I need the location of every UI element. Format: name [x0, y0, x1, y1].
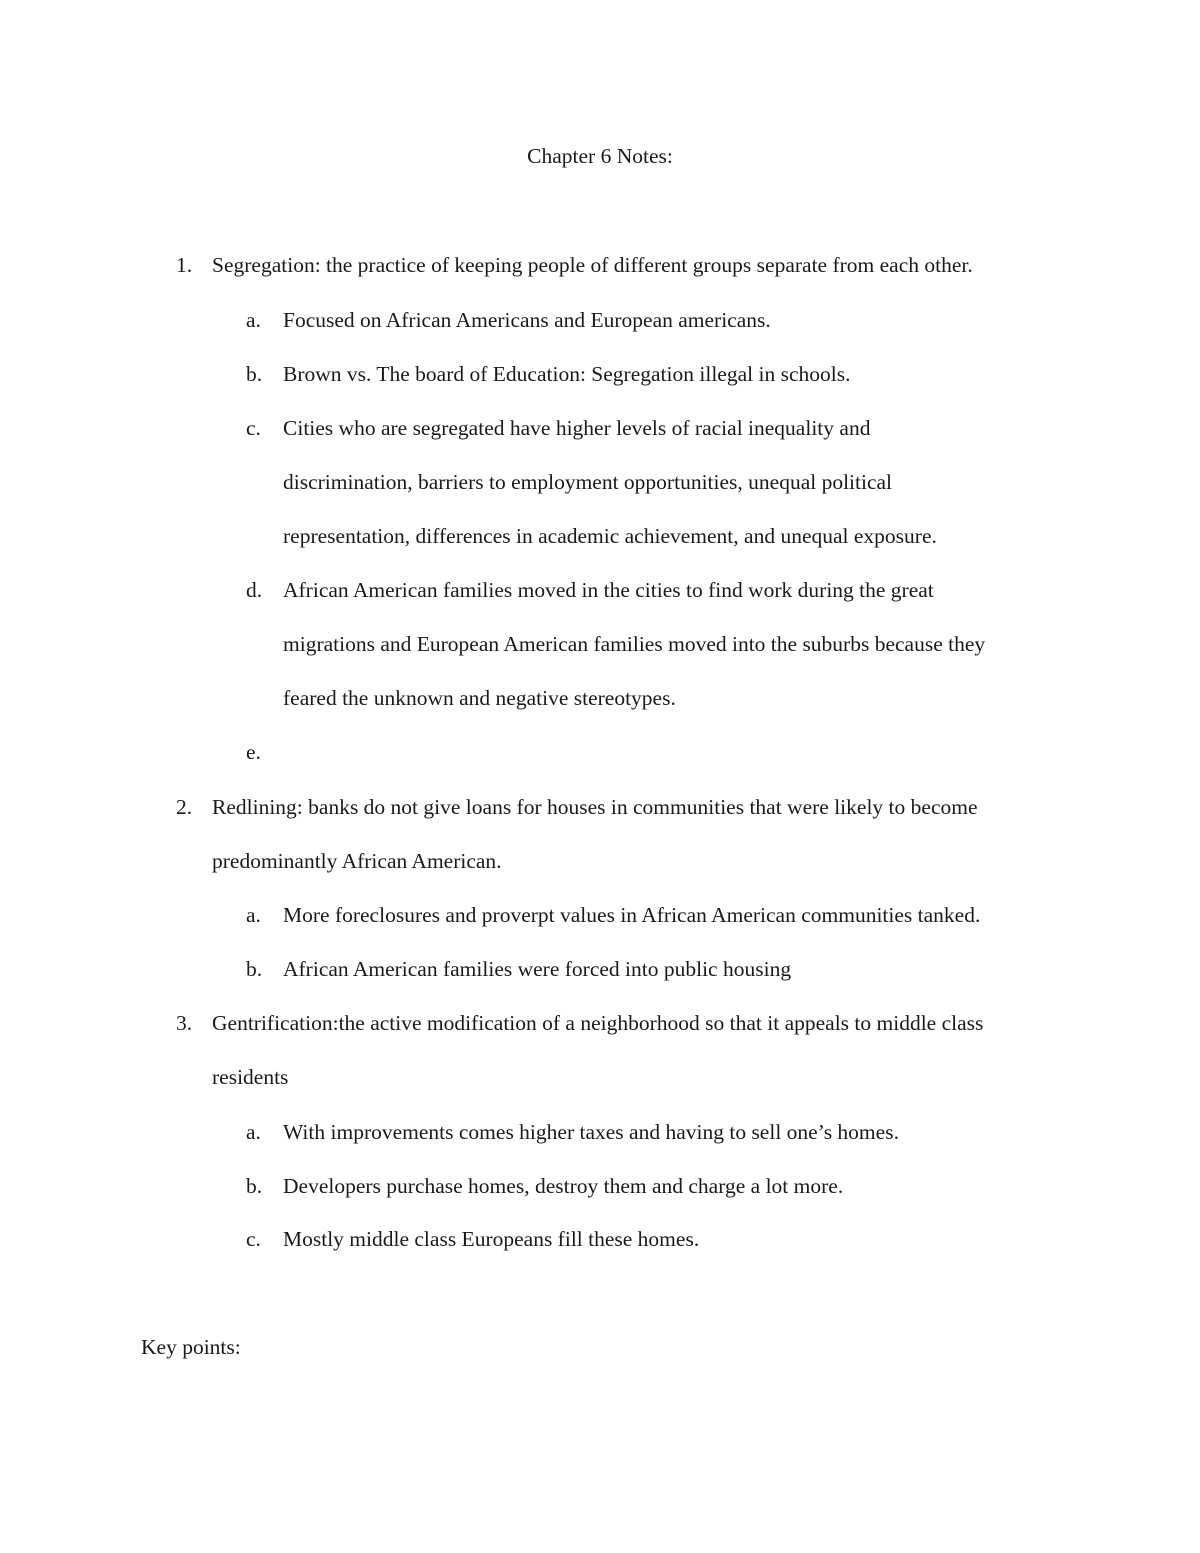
sublist-marker: e. [246, 740, 261, 764]
sublist-item-text: migrations and European American families moved into the suburbs because they [283, 632, 986, 656]
sublist-item-text: Developers purchase homes, destroy them and charge a lot more. [283, 1174, 844, 1198]
key-points-heading: Key points: [141, 1335, 241, 1359]
sublist-marker: c. [246, 416, 261, 440]
sublist-marker: b. [246, 1174, 263, 1198]
list-item-text: Segregation: the practice of keeping people of different groups separate from each other. [212, 253, 973, 277]
sublist-item-text: Brown vs. The board of Education: Segregation illegal in schools. [283, 362, 851, 386]
sublist-marker: d. [246, 578, 263, 602]
sublist-marker: b. [246, 957, 263, 981]
sublist-item-text: Focused on African Americans and European americans. [283, 308, 771, 332]
list-item-text: Gentrification:the active modification of a neighborhood so that it appeals to middle class [212, 1011, 984, 1035]
page-title: Chapter 6 Notes: [527, 144, 673, 168]
sublist-item-text: representation, differences in academic achievement, and unequal exposure. [283, 524, 937, 548]
sublist-item-text: African American families moved in the cities to find work during the great [283, 578, 934, 602]
sublist-item-text: discrimination, barriers to employment opportunities, unequal political [283, 470, 893, 494]
sublist-marker: a. [246, 903, 261, 927]
sublist-marker: a. [246, 1120, 261, 1144]
sublist-marker: b. [246, 362, 263, 386]
list-marker: 1. [176, 253, 193, 277]
list-marker: 2. [176, 795, 193, 819]
list-marker: 3. [176, 1011, 193, 1035]
sublist-marker: c. [246, 1227, 261, 1251]
list-item-text: Redlining: banks do not give loans for houses in communities that were likely to become [212, 795, 978, 819]
list-item-text: residents [212, 1065, 289, 1089]
sublist-item-text: Mostly middle class Europeans fill these homes. [283, 1227, 700, 1251]
sublist-marker: a. [246, 308, 261, 332]
sublist-item-text: Cities who are segregated have higher levels of racial inequality and [283, 416, 871, 440]
sublist-item-text: More foreclosures and proverpt values in African American communities tanked. [283, 903, 981, 927]
sublist-item-text: With improvements comes higher taxes and having to sell one’s homes. [283, 1120, 899, 1144]
sublist-item-text: feared the unknown and negative stereotypes. [283, 686, 676, 710]
sublist-item-text: African American families were forced into public housing [283, 957, 792, 981]
list-item-text: predominantly African American. [212, 849, 502, 873]
